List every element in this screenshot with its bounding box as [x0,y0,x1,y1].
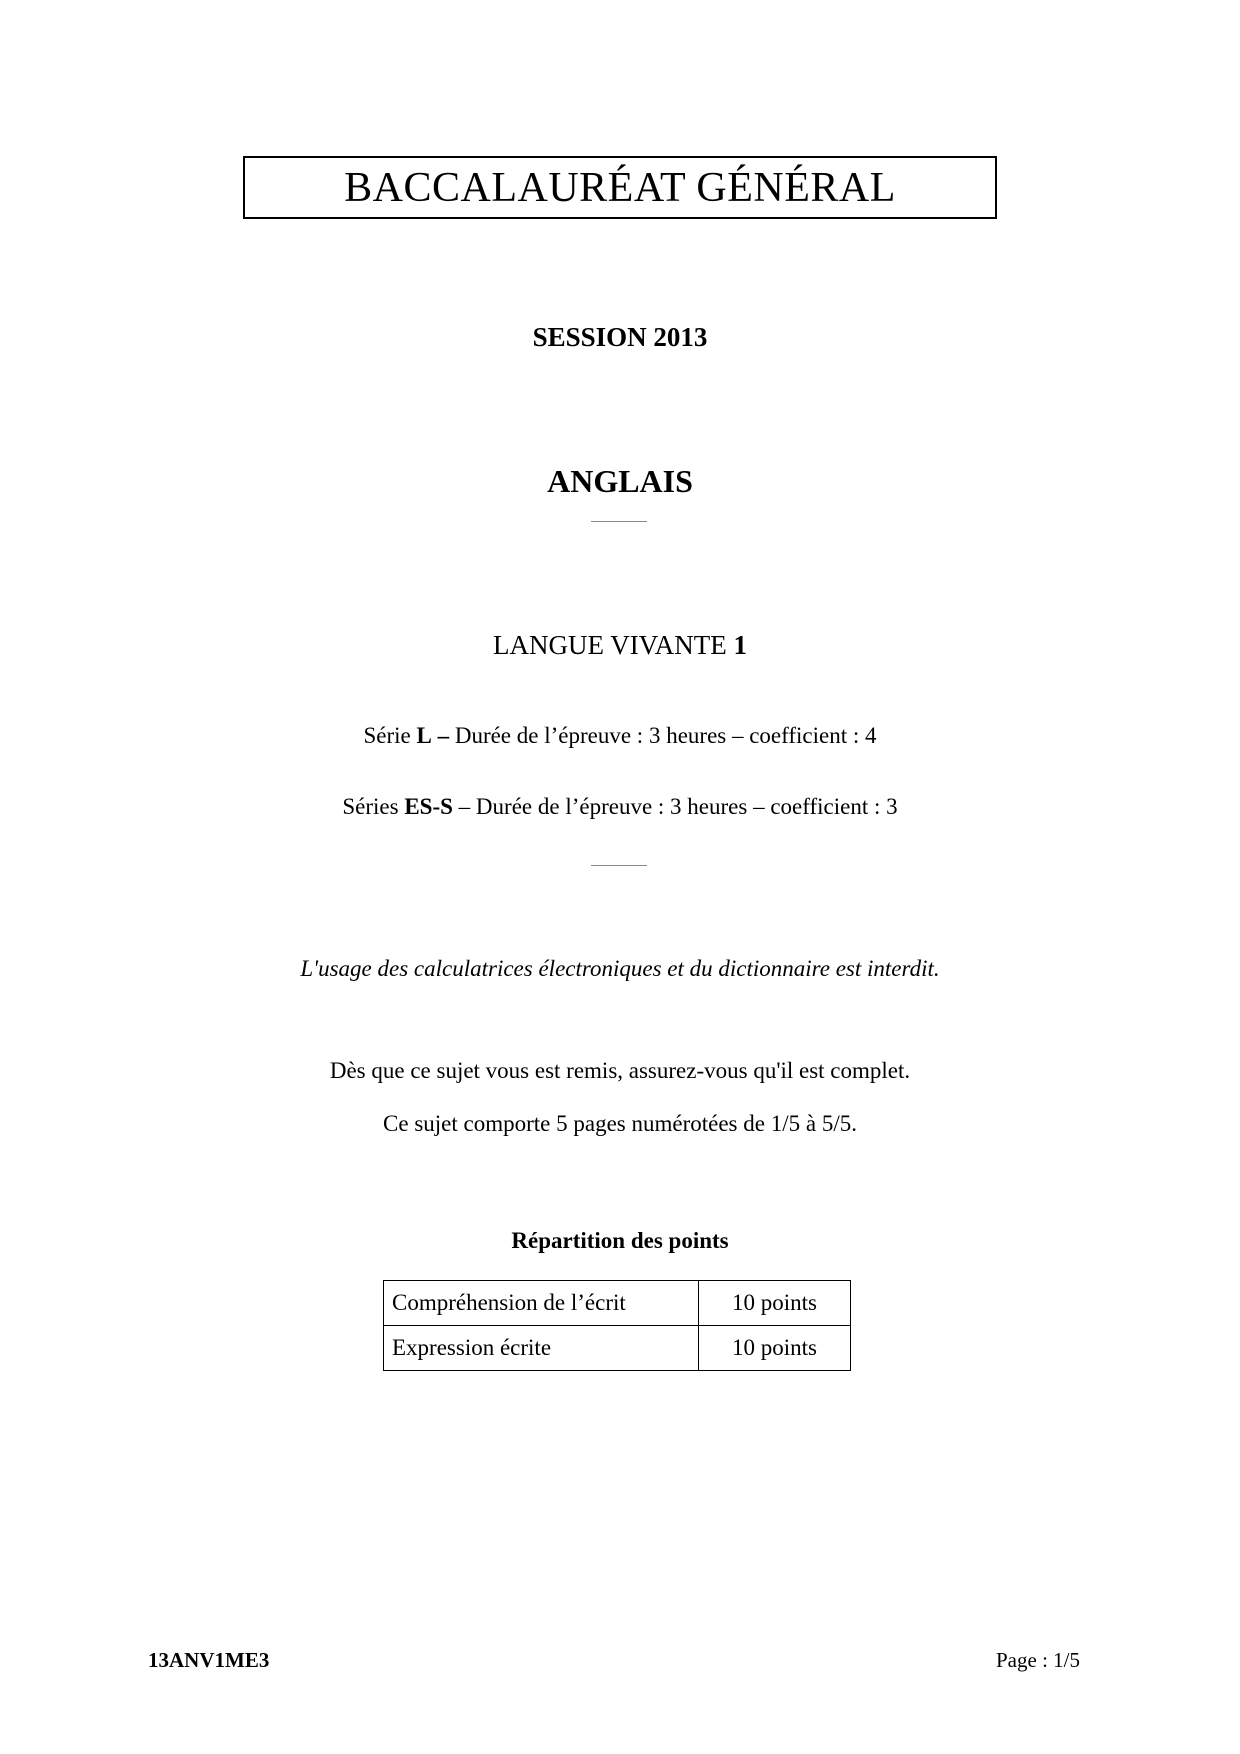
serie-l-series: L [416,723,432,748]
language-number: 1 [733,630,747,660]
language-label: LANGUE VIVANTE [493,630,727,660]
completeness-notice: Dès que ce sujet vous est remis, assurez-vous qu'il est complet. [329,1058,911,1083]
divider-rule [591,865,647,866]
subject-heading: ANGLAIS [547,463,693,499]
page-count-notice: Ce sujet comporte 5 pages numérotées de 1/5 à 5/5. [383,1111,857,1136]
exam-code: 13ANV1ME3 [148,1648,270,1672]
serie-l-prefix: Série [363,723,411,748]
serie-l-dash: – [437,723,450,748]
points-label-cell: Compréhension de l’écrit [384,1281,699,1326]
serie-l-details: Durée de l’épreuve : 3 heures – coefficient : 4 [454,723,877,748]
exam-title: BACCALAURÉAT GÉNÉRAL [344,164,896,211]
table-row [384,1281,851,1326]
points-table [383,1280,851,1371]
series-es-s-details: – Durée de l’épreuve : 3 heures – coefficient : 3 [458,794,898,819]
points-heading: Répartition des points [511,1228,729,1253]
table-row [384,1326,851,1371]
page-number: Page : 1/5 [996,1648,1080,1672]
title-box [243,156,997,219]
series-es-s-series: ES-S [404,794,453,819]
series-es-s-prefix: Séries [342,794,399,819]
points-label-cell: Expression écrite [384,1326,699,1371]
points-value-cell: 10 points [699,1326,851,1371]
session-heading: SESSION 2013 [532,322,708,352]
series-es-s-line [0,794,1240,820]
divider-rule [591,521,647,522]
calculator-notice: L'usage des calculatrices électroniques et du dictionnaire est interdit. [300,956,940,981]
points-value-cell: 10 points [699,1281,851,1326]
serie-l-line [0,723,1240,749]
language-line [0,630,1240,661]
